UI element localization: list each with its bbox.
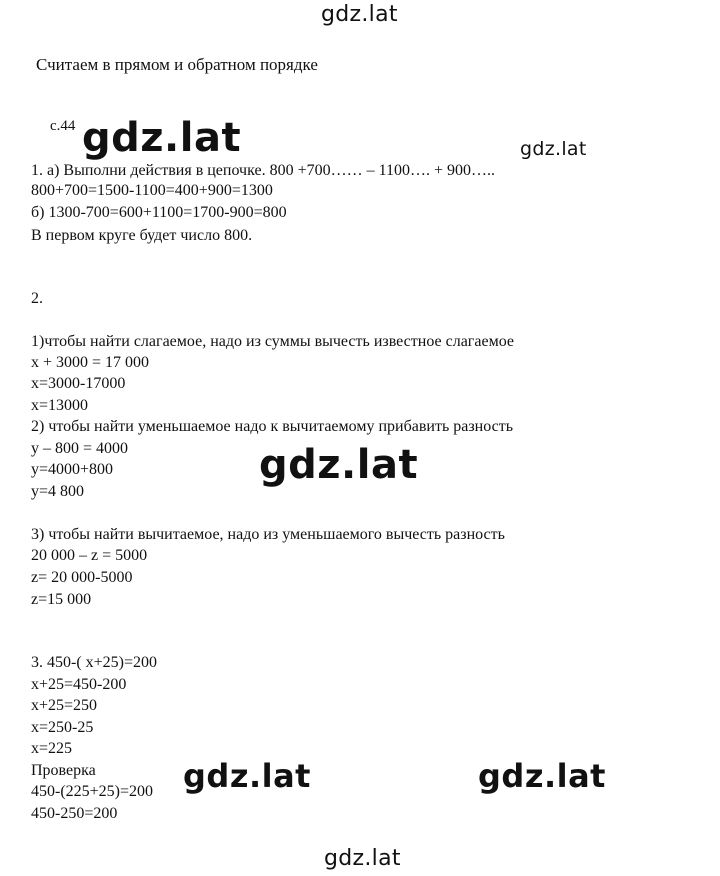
- watermark-bottom-left: gdz.lat: [183, 757, 311, 795]
- watermark-top: gdz.lat: [321, 2, 398, 27]
- watermark-big-left: gdz.lat: [82, 115, 242, 161]
- task1-answer: В первом круге будет число 800.: [31, 227, 253, 244]
- task2-eq1-2: x=3000-17000: [31, 375, 126, 392]
- task2-eq1-1: x + 3000 = 17 000: [31, 354, 150, 371]
- task2-eq3-1: 20 000 – z = 5000: [31, 547, 148, 564]
- task2-rule1: 1)чтобы найти слагаемое, надо из суммы вычесть известное слагаемое: [31, 333, 514, 350]
- page-heading: Считаем в прямом и обратном порядке: [36, 55, 318, 74]
- watermark-small-right: gdz.lat: [520, 138, 587, 160]
- task3-line3: x+25=250: [31, 697, 98, 714]
- task2-eq2-2: y=4000+800: [31, 461, 114, 478]
- watermark-bottom-right: gdz.lat: [478, 757, 606, 795]
- task2-eq1-3: x=13000: [31, 397, 89, 414]
- watermark-footer: gdz.lat: [324, 846, 401, 871]
- task2-eq2-1: y – 800 = 4000: [31, 440, 129, 457]
- task3-check2: 450-250=200: [31, 805, 118, 822]
- task1-chain: 800+700=1500-1100=400+900=1300: [31, 182, 273, 199]
- task2-rule2: 2) чтобы найти уменьшаемое надо к вычитаемому прибавить разность: [31, 418, 514, 435]
- watermark-center: gdz.lat: [259, 442, 419, 488]
- task3-line4: x=250-25: [31, 719, 94, 736]
- task2-eq3-3: z=15 000: [31, 591, 92, 608]
- page-number: с.44: [50, 118, 76, 134]
- task3-check1: 450-(225+25)=200: [31, 783, 154, 800]
- task1-line-a: 1. а) Выполни действия в цепочке. 800 +700…… – 1100…. + 900…..: [31, 162, 496, 179]
- task3-line1: 3. 450-( x+25)=200: [31, 654, 158, 671]
- task2-eq3-2: z= 20 000-5000: [31, 569, 133, 586]
- task3-line5: x=225: [31, 740, 73, 757]
- task1-line-b: б) 1300-700=600+1100=1700-900=800: [31, 204, 287, 221]
- task2-eq2-3: y=4 800: [31, 483, 85, 500]
- task3-line2: x+25=450-200: [31, 676, 127, 693]
- task3-check-label: Проверка: [31, 762, 96, 779]
- task2-rule3: 3) чтобы найти вычитаемое, надо из уменьшаемого вычесть разность: [31, 526, 505, 543]
- task2-number: 2.: [31, 290, 43, 307]
